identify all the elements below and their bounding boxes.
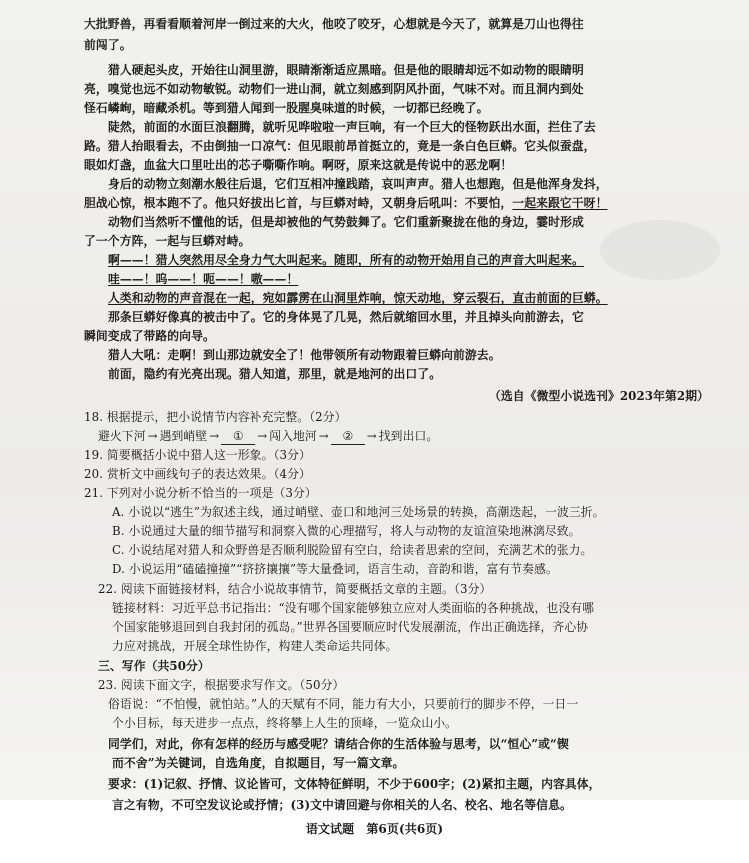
story-line: 啊——！猎人突然用尽全身力气大叫起来。随即，所有的动物开始用自己的声音大叫起来。 xyxy=(108,253,584,267)
question-22: 22. 阅读下面链接材料，结合小说故事情节，简要概括文章的主题。（3分） xyxy=(98,582,492,596)
option-d: D. 小说运用“磕磕撞撞”“挤挤攘攘”等大量叠词，语言生动，音韵和谐，富有节奏感。 xyxy=(112,562,558,576)
requirements: 言之有物，不可空发议论或抒情；(3)文中请回避与你相关的人名、校名、地名等信息。 xyxy=(112,798,572,812)
story-line: 动物们当然听不懂他的话，但是却被他的气势鼓舞了。它们重新聚拢在他的身边，霎时形成 xyxy=(108,215,584,229)
story-line: 大批野兽，再看看顺着河岸一倒过来的大火，他咬了咬牙，心想就是今天了，就算是刀山也得往 xyxy=(84,17,584,31)
source-note: （选自《微型小说选刊》2023年第2期） xyxy=(489,389,709,403)
underlined-sentence: 一起来跟它干呀！ xyxy=(512,196,608,210)
story-line: 怪石嶙峋，暗藏杀机。等到猎人闻到一股腥臭味道的时候，一切都已经晚了。 xyxy=(84,101,489,115)
story-line: 猎人硬起头皮，开始往山洞里游，眼睛渐渐适应黑暗。但是他的眼睛却远不如动物的眼睛明 xyxy=(108,63,584,77)
plot-step: 闯入地河 xyxy=(269,429,317,443)
option-c: C. 小说结尾对猎人和众野兽是否顺利脱险留有空白，给读者思索的空间，充满艺术的张力。 xyxy=(112,543,593,557)
answer-blank-2[interactable]: ② xyxy=(331,429,365,445)
prompt: 同学们，对此，你有怎样的经历与感受呢？请结合你的生活体验与思考，以“恒心”或“锲 xyxy=(108,737,569,751)
answer-blank-1[interactable]: ① xyxy=(221,429,255,445)
arrow-icon: → xyxy=(318,429,329,443)
plot-step: 遇到峭壁 xyxy=(159,429,208,443)
plot-step: 找到出口。 xyxy=(378,429,439,443)
story-line: 哇——！呜——！呃——！嗷——！ xyxy=(108,272,299,286)
arrow-icon: → xyxy=(257,429,268,443)
story-line: 猎人大吼：走啊！到山那边就安全了！他带领所有动物跟着巨蟒向前游去。 xyxy=(108,348,501,362)
story-line: 眼如灯盏，血盆大口里吐出的芯子嘶嘶作响。啊呀，原来这就是传说中的恶龙啊！ xyxy=(84,158,513,172)
link-material: 力应对挑战，开展全球性协作，构建人类命运共同体。 xyxy=(112,639,398,653)
story-line: 前面，隐约有光亮出现。猎人知道，那里，就是地河的出口了。 xyxy=(108,367,442,381)
question-19: 19. 简要概括小说中猎人这一形象。（3分） xyxy=(84,448,311,462)
section-title: 三、写作（共50分） xyxy=(98,659,210,673)
question-18: 18. 根据提示，把小说情节内容补充完整。（2分） xyxy=(84,410,347,424)
arrow-icon: → xyxy=(209,429,220,443)
option-a: A. 小说以“逃生”为叙述主线，通过峭壁、壶口和地河三处场景的转换，高潮迭起，一波三折。 xyxy=(112,505,605,519)
link-material: 个国家能够退回到自我封闭的孤岛。”世界各国要顺应时代发展潮流，作出正确选择，齐心协 xyxy=(112,620,589,634)
story-line: 人类和动物的声音混在一起，宛如霹雳在山洞里炸响，惊天动地，穿云裂石，直击前面的巨蟒。 xyxy=(108,291,608,305)
story-line xyxy=(84,196,709,211)
story-line: 了一个方阵，一起与巨蟒对峙。 xyxy=(84,234,251,248)
story-line: 那条巨蟒好像真的被击中了。它的身体晃了几晃，然后就缩回水里，并且掉头向前游去，它 xyxy=(108,310,584,324)
plot-step: 避火下河 xyxy=(98,429,146,443)
arrow-icon: → xyxy=(366,429,377,443)
question-20: 20. 赏析文中画线句子的表达效果。（4分） xyxy=(84,467,311,481)
requirements: 要求：(1)记叙、抒情、议论皆可，文体特征鲜明，不少于600字；(2)紧扣主题，内容具体， xyxy=(108,777,601,791)
page-footer: 语文试题 第6页(共6页) xyxy=(305,822,444,836)
proverb: 俗语说：“不怕慢，就怕站。”人的天赋有不同，能力有大小，只要前行的脚步不停，一日一 xyxy=(108,697,579,711)
story-line: 瞬间变成了带路的向导。 xyxy=(84,329,215,343)
link-material: 链接材料：习近平总书记指出：“没有哪个国家能够独立应对人类面临的各种挑战，也没有哪 xyxy=(112,601,595,615)
option-b: B. 小说通过大量的细节描写和洞察入微的心理描写，将人与动物的友谊渲染地淋漓尽致。 xyxy=(112,524,581,538)
story-line: 身后的动物立刻潮水般往后退，它们互相冲撞践踏，哀叫声声。猎人也想跑，但是他浑身发抖， xyxy=(108,177,608,191)
plot-chain xyxy=(98,429,723,445)
story-line: 亮，嗅觉也远不如动物敏锐。动物们一进山洞，就立刻感到阴风扑面，气味不对。而且洞内到处 xyxy=(84,82,584,96)
arrow-icon: → xyxy=(147,429,158,443)
story-line: 陡然，前面的水面巨浪翻腾，就听见哗啦啦一声巨响，有一个巨大的怪物跃出水面，拦住了去 xyxy=(108,120,596,134)
story-text: 胆战心惊，根本跑不了。他只好拔出匕首，与巨蟒对峙，又朝身后吼叫：不要怕， xyxy=(84,196,513,210)
story-line: 前闯了。 xyxy=(84,38,132,52)
question-21: 21. 下列对小说分析不恰当的一项是（3分） xyxy=(84,486,317,500)
question-23: 23. 阅读下面文字，根据要求写作文。（50分） xyxy=(98,678,345,692)
proverb: 个小目标，每天进步一点点，终将攀上人生的顶峰，一览众山小。 xyxy=(112,716,458,730)
prompt: 而不舍”为关键词，自选角度，自拟题目，写一篇文章。 xyxy=(112,756,405,770)
story-line: 路。猎人抬眼看去，不由倒抽一口凉气：但见眼前昂首挺立的，竟是一条白色巨蟒。它头似蚕盘， xyxy=(84,139,596,153)
